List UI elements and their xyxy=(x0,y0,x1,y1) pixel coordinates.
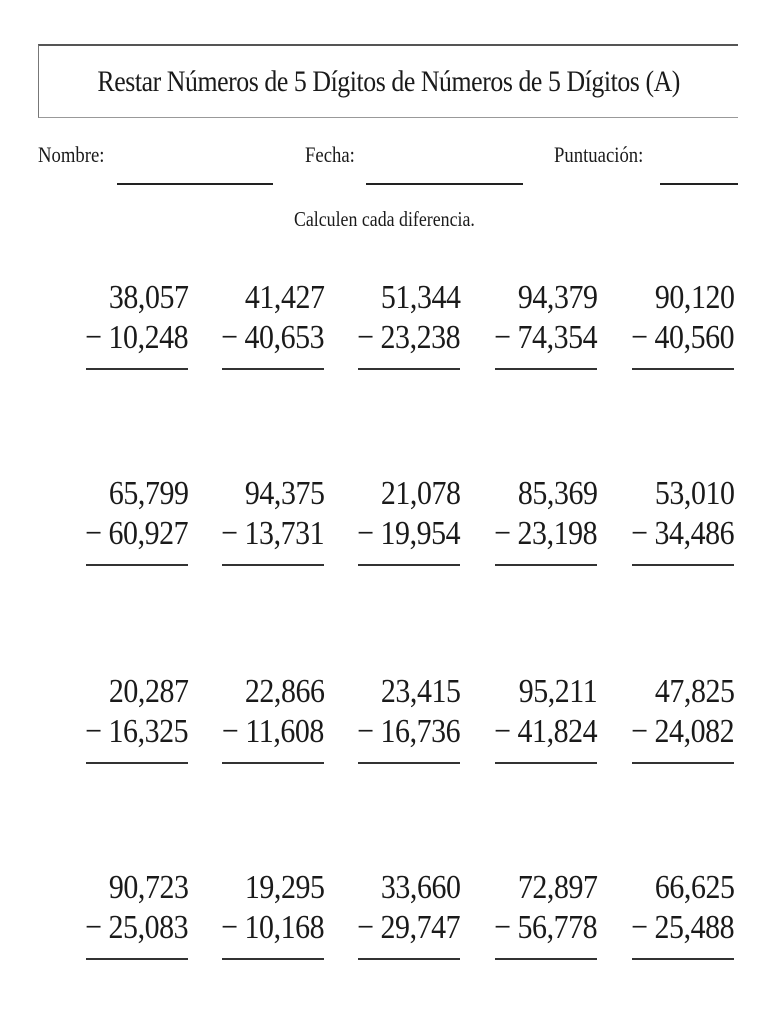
subtraction-problem xyxy=(184,868,324,960)
date-label: Fecha: xyxy=(305,142,355,167)
minuend: 90,723 xyxy=(108,869,188,906)
answer-line[interactable] xyxy=(222,564,324,566)
answer-line[interactable] xyxy=(495,564,597,566)
answer-line[interactable] xyxy=(632,958,734,960)
answer-line[interactable] xyxy=(358,368,460,370)
answer-line[interactable] xyxy=(358,958,460,960)
answer-line[interactable] xyxy=(86,762,188,764)
name-label: Nombre: xyxy=(38,142,105,167)
answer-line[interactable] xyxy=(358,564,460,566)
subtrahend: − 13,731 xyxy=(220,515,324,552)
answer-line[interactable] xyxy=(222,762,324,764)
minuend: 21,078 xyxy=(380,475,460,512)
subtraction-problem xyxy=(320,672,460,764)
minuend: 53,010 xyxy=(654,475,734,512)
subtrahend: − 10,168 xyxy=(220,909,324,946)
problem-row xyxy=(48,672,734,782)
minuend: 41,427 xyxy=(244,279,324,316)
minuend: 94,375 xyxy=(244,475,324,512)
subtrahend: − 10,248 xyxy=(84,319,188,356)
answer-line[interactable] xyxy=(86,368,188,370)
problem-row xyxy=(48,278,734,388)
subtraction-problem xyxy=(320,278,460,370)
subtrahend: − 19,954 xyxy=(356,515,460,552)
subtrahend: − 41,824 xyxy=(493,713,597,750)
date-field[interactable] xyxy=(366,183,523,185)
instructions-line xyxy=(0,207,768,232)
subtrahend: − 40,653 xyxy=(220,319,324,356)
answer-line[interactable] xyxy=(632,762,734,764)
answer-line[interactable] xyxy=(632,368,734,370)
subtraction-problem xyxy=(594,474,734,566)
subtraction-problem xyxy=(48,278,188,370)
answer-line[interactable] xyxy=(495,762,597,764)
answer-line[interactable] xyxy=(632,564,734,566)
answer-line[interactable] xyxy=(495,958,597,960)
subtrahend: − 24,082 xyxy=(630,713,734,750)
minuend: 90,120 xyxy=(654,279,734,316)
problem-row xyxy=(48,868,734,978)
subtraction-problem xyxy=(184,278,324,370)
minuend: 19,295 xyxy=(244,869,324,906)
subtraction-problem xyxy=(457,278,597,370)
subtrahend: − 74,354 xyxy=(493,319,597,356)
minuend: 38,057 xyxy=(108,279,188,316)
minuend: 22,866 xyxy=(244,673,324,710)
subtrahend: − 16,325 xyxy=(84,713,188,750)
subtraction-problem xyxy=(594,672,734,764)
subtrahend: − 16,736 xyxy=(356,713,460,750)
score-label: Puntuación: xyxy=(554,142,644,167)
subtraction-problem xyxy=(457,672,597,764)
subtraction-problem xyxy=(184,672,324,764)
worksheet-title: Restar Números de 5 Dígitos de Números de 5 Dígitos (A) xyxy=(97,64,680,98)
name-field[interactable] xyxy=(117,183,273,185)
minuend: 23,415 xyxy=(380,673,460,710)
subtrahend: − 25,083 xyxy=(84,909,188,946)
subtraction-problem xyxy=(48,672,188,764)
answer-line[interactable] xyxy=(86,958,188,960)
problem-row xyxy=(48,474,734,584)
minuend: 72,897 xyxy=(517,869,597,906)
subtraction-problem xyxy=(457,868,597,960)
minuend: 66,625 xyxy=(654,869,734,906)
subtraction-problem xyxy=(48,868,188,960)
subtraction-problem xyxy=(457,474,597,566)
subtrahend: − 25,488 xyxy=(630,909,734,946)
instructions-text: Calculen cada diferencia. xyxy=(293,207,475,231)
subtrahend: − 56,778 xyxy=(493,909,597,946)
subtrahend: − 60,927 xyxy=(84,515,188,552)
answer-line[interactable] xyxy=(358,762,460,764)
subtrahend: − 11,608 xyxy=(221,713,324,750)
score-field[interactable] xyxy=(660,183,738,185)
minuend: 85,369 xyxy=(517,475,597,512)
subtrahend: − 23,238 xyxy=(356,319,460,356)
minuend: 20,287 xyxy=(108,673,188,710)
subtraction-problem xyxy=(320,868,460,960)
subtraction-problem xyxy=(48,474,188,566)
answer-line[interactable] xyxy=(222,368,324,370)
subtraction-problem xyxy=(594,868,734,960)
minuend: 95,211 xyxy=(518,673,597,710)
subtrahend: − 23,198 xyxy=(493,515,597,552)
minuend: 51,344 xyxy=(380,279,460,316)
subtraction-problem xyxy=(184,474,324,566)
title-box xyxy=(38,44,738,118)
answer-line[interactable] xyxy=(86,564,188,566)
minuend: 65,799 xyxy=(108,475,188,512)
minuend: 33,660 xyxy=(380,869,460,906)
subtrahend: − 40,560 xyxy=(630,319,734,356)
answer-line[interactable] xyxy=(495,368,597,370)
subtraction-problem xyxy=(320,474,460,566)
subtrahend: − 29,747 xyxy=(356,909,460,946)
subtrahend: − 34,486 xyxy=(630,515,734,552)
subtraction-problem xyxy=(594,278,734,370)
minuend: 47,825 xyxy=(654,673,734,710)
minuend: 94,379 xyxy=(517,279,597,316)
answer-line[interactable] xyxy=(222,958,324,960)
